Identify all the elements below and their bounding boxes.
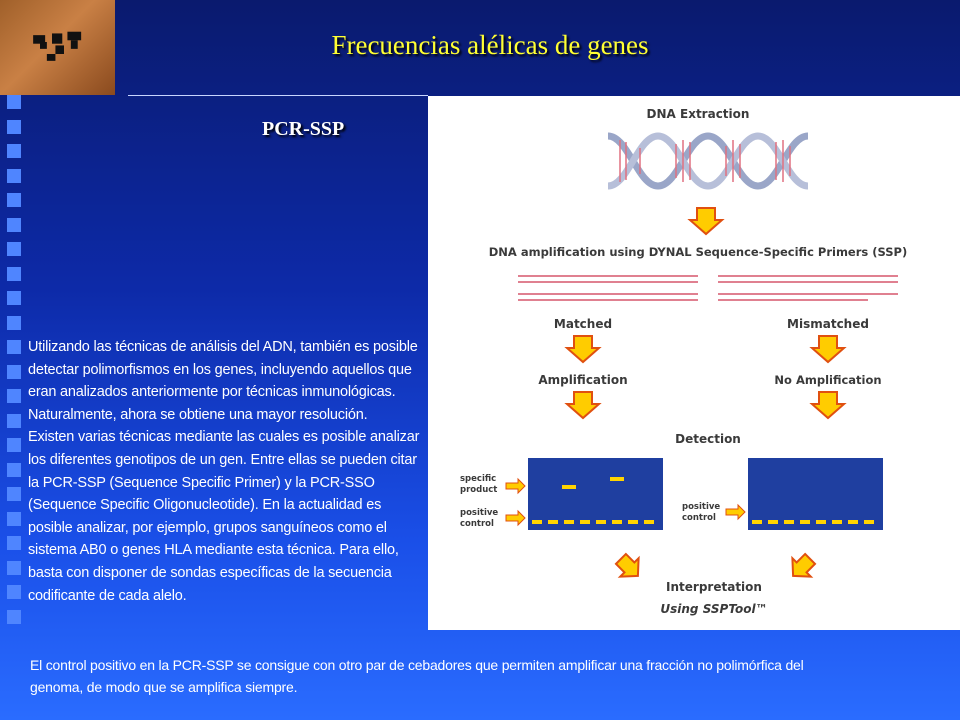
decorative-square bbox=[7, 487, 21, 501]
diagonal-arrow-left bbox=[612, 550, 647, 585]
label-positive-control-1: positive bbox=[460, 508, 499, 518]
decorative-square bbox=[7, 316, 21, 330]
label-positive-control-right-1: positive bbox=[682, 502, 721, 512]
arrow-no-amplification bbox=[812, 392, 844, 418]
decorative-square bbox=[7, 291, 21, 305]
decorative-square bbox=[7, 95, 21, 109]
decorative-square bbox=[7, 463, 21, 477]
decorative-square bbox=[7, 561, 21, 575]
footer-note: El control positivo en la PCR-SSP se consigue con otro par de cebadores que permiten amplificar una fracción no polimórfica del genoma, de modo que se amplifica siempre. bbox=[30, 657, 804, 695]
label-amplification: Amplification bbox=[538, 373, 628, 387]
decorative-square bbox=[7, 340, 21, 354]
arrow-matched bbox=[567, 336, 599, 362]
label-positive-control-2: control bbox=[460, 519, 494, 529]
label-interpretation: Interpretation bbox=[666, 580, 762, 594]
primer-lines-left bbox=[518, 276, 698, 300]
arrow-mismatched bbox=[812, 336, 844, 362]
arrow-amplification bbox=[567, 392, 599, 418]
label-no-amplification: No Amplification bbox=[774, 373, 882, 387]
decorative-square bbox=[7, 365, 21, 379]
body-text bbox=[28, 336, 423, 607]
decorative-square bbox=[7, 536, 21, 550]
body-paragraph-1: Utilizando las técnicas de análisis del ADN, también es posible detectar polimorfismos en los genes, incluyendo aquellos que eran analizados anteriormente por técnicas inmunológicas. Naturalmente, ahora se obtiene una mayor resolución. bbox=[28, 339, 418, 423]
dna-helix-illustration bbox=[608, 136, 808, 186]
decorative-square bbox=[7, 144, 21, 158]
label-matched: Matched bbox=[553, 317, 613, 331]
decorative-square bbox=[7, 193, 21, 207]
decorative-square bbox=[7, 512, 21, 526]
decorative-square bbox=[7, 414, 21, 428]
slide-subtitle: PCR-SSP bbox=[262, 118, 345, 140]
label-using-ssptool: Using SSPTool™ bbox=[660, 602, 768, 616]
label-detection: Detection bbox=[675, 432, 741, 446]
decorative-square bbox=[7, 389, 21, 403]
gel-right bbox=[748, 458, 883, 530]
pcr-ssp-diagram bbox=[428, 96, 960, 630]
body-paragraph-2: Existen varias técnicas mediante las cuales es posible analizar los diferentes genotipos de un gen. Entre ellas se pueden citar la PCR-SSP (Sequence Specific Primer) y la PCR-SSO (Sequence Specific Oligonucleotide). En la actualidad es posible analizar, por ejemplo, grupos sanguíneos como el sistema AB0 o genes HLA mediante esta técnica. Para ello, basta con disponer de sondas específicas de la secuencia codificante de cada alelo. bbox=[28, 429, 420, 604]
decorative-square-strip bbox=[0, 95, 28, 635]
label-specific-product-2: product bbox=[460, 485, 498, 495]
decorative-square bbox=[7, 438, 21, 452]
slide-title: Frecuencias alélicas de genes bbox=[331, 30, 649, 60]
arrow-to-amplification bbox=[690, 208, 722, 234]
label-amplification-heading: DNA amplification using DYNAL Sequence-Specific Primers (SSP) bbox=[488, 245, 908, 259]
decorative-square bbox=[7, 585, 21, 599]
label-mismatched: Mismatched bbox=[787, 317, 869, 331]
decorative-square bbox=[7, 610, 21, 624]
label-specific-product-1: specific bbox=[460, 474, 497, 484]
primer-lines-right bbox=[718, 276, 898, 300]
decorative-square bbox=[7, 120, 21, 134]
decorative-square bbox=[7, 169, 21, 183]
label-dna-extraction: DNA Extraction bbox=[646, 107, 750, 121]
label-positive-control-right-2: control bbox=[682, 513, 716, 523]
title-divider bbox=[128, 95, 428, 96]
decorative-square bbox=[7, 267, 21, 281]
diagonal-arrow-right bbox=[784, 550, 819, 585]
pcr-ssp-diagram-svg bbox=[428, 96, 960, 630]
decorative-square bbox=[7, 218, 21, 232]
gel-left bbox=[528, 458, 663, 530]
decorative-square bbox=[7, 242, 21, 256]
